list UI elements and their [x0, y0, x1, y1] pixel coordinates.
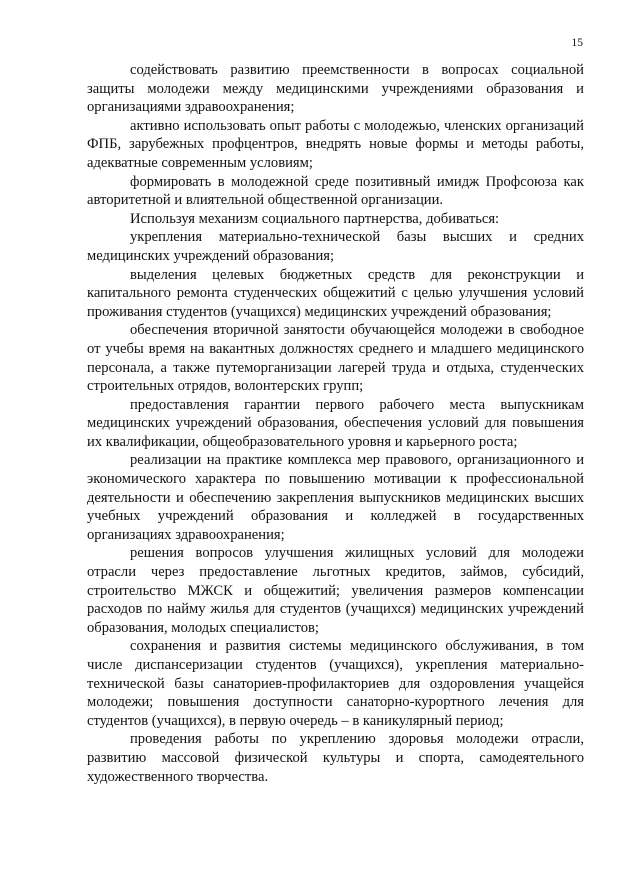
- paragraph: Используя механизм социального партнерства, добиваться:: [130, 210, 500, 227]
- paragraph: обеспечения вторичной занятости обучающейся молодежи в свободное от учебы время на вакантных должностях среднего и младшего медицинского персонала, а также путеморганизации лагерей труда и отдыха, студенческих строительных отрядов, волонтерских групп;: [87, 322, 584, 395]
- paragraph: укрепления материально-технической базы высших и средних медицинских учреждений образования;: [87, 229, 584, 264]
- paragraph: сохранения и развития системы медицинского обслуживания, в том числе диспансеризации студентов (учащихся), укрепления материально-технической базы санаториев-профилакториев для оздоровления учащейся молодежи; повышения доступности санаторно-курортного лечения для студентов (учащихся), в первую очередь – в каникулярный период;: [87, 638, 584, 729]
- paragraph: выделения целевых бюджетных средств для реконструкции и капитального ремонта студенческих общежитий с целью улучшения условий проживания студентов (учащихся) медицинских учреждений образования;: [87, 266, 584, 320]
- paragraph: решения вопросов улучшения жилищных условий для молодежи отрасли через предоставление льготных кредитов, займов, субсидий, строительство МЖСК и общежитий; увеличения размеров компенсации расходов по найму жилья для студентов (учащихся) медицинских учреждений образования, молодых специалистов;: [87, 545, 584, 636]
- document-body: [87, 61, 584, 786]
- paragraph: формировать в молодежной среде позитивный имидж Профсоюза как авторитетной и влиятельной общественной организации.: [87, 173, 584, 209]
- paragraph: предоставления гарантии первого рабочего места выпускникам медицинских учреждений образования, обеспечения условий для повышения их квалификации, общеобразовательного уровня и карьерного роста;: [87, 396, 584, 450]
- paragraph: активно использовать опыт работы с молодежью, членских организаций ФПБ, зарубежных профцентров, внедрять новые формы и методы работы, адекватные современным условиям;: [87, 117, 584, 171]
- page-number: 15: [571, 37, 583, 49]
- paragraph: реализации на практике комплекса мер правового, организационного и экономического характера по повышению мотивации к профессиональной деятельности и обеспечению закрепления выпускников медицинских высших учебных учреждений образования и колледжей в государственных организациях здравоохранения;: [87, 452, 584, 543]
- paragraph: проведения работы по укреплению здоровья молодежи отрасли, развитию массовой физической культуры и спорта, самодеятельного художественного творчества.: [87, 731, 584, 785]
- paragraph: содействовать развитию преемственности в вопросах социальной защиты молодежи между медицинскими учреждениями образования и организациями здравоохранения;: [87, 62, 584, 116]
